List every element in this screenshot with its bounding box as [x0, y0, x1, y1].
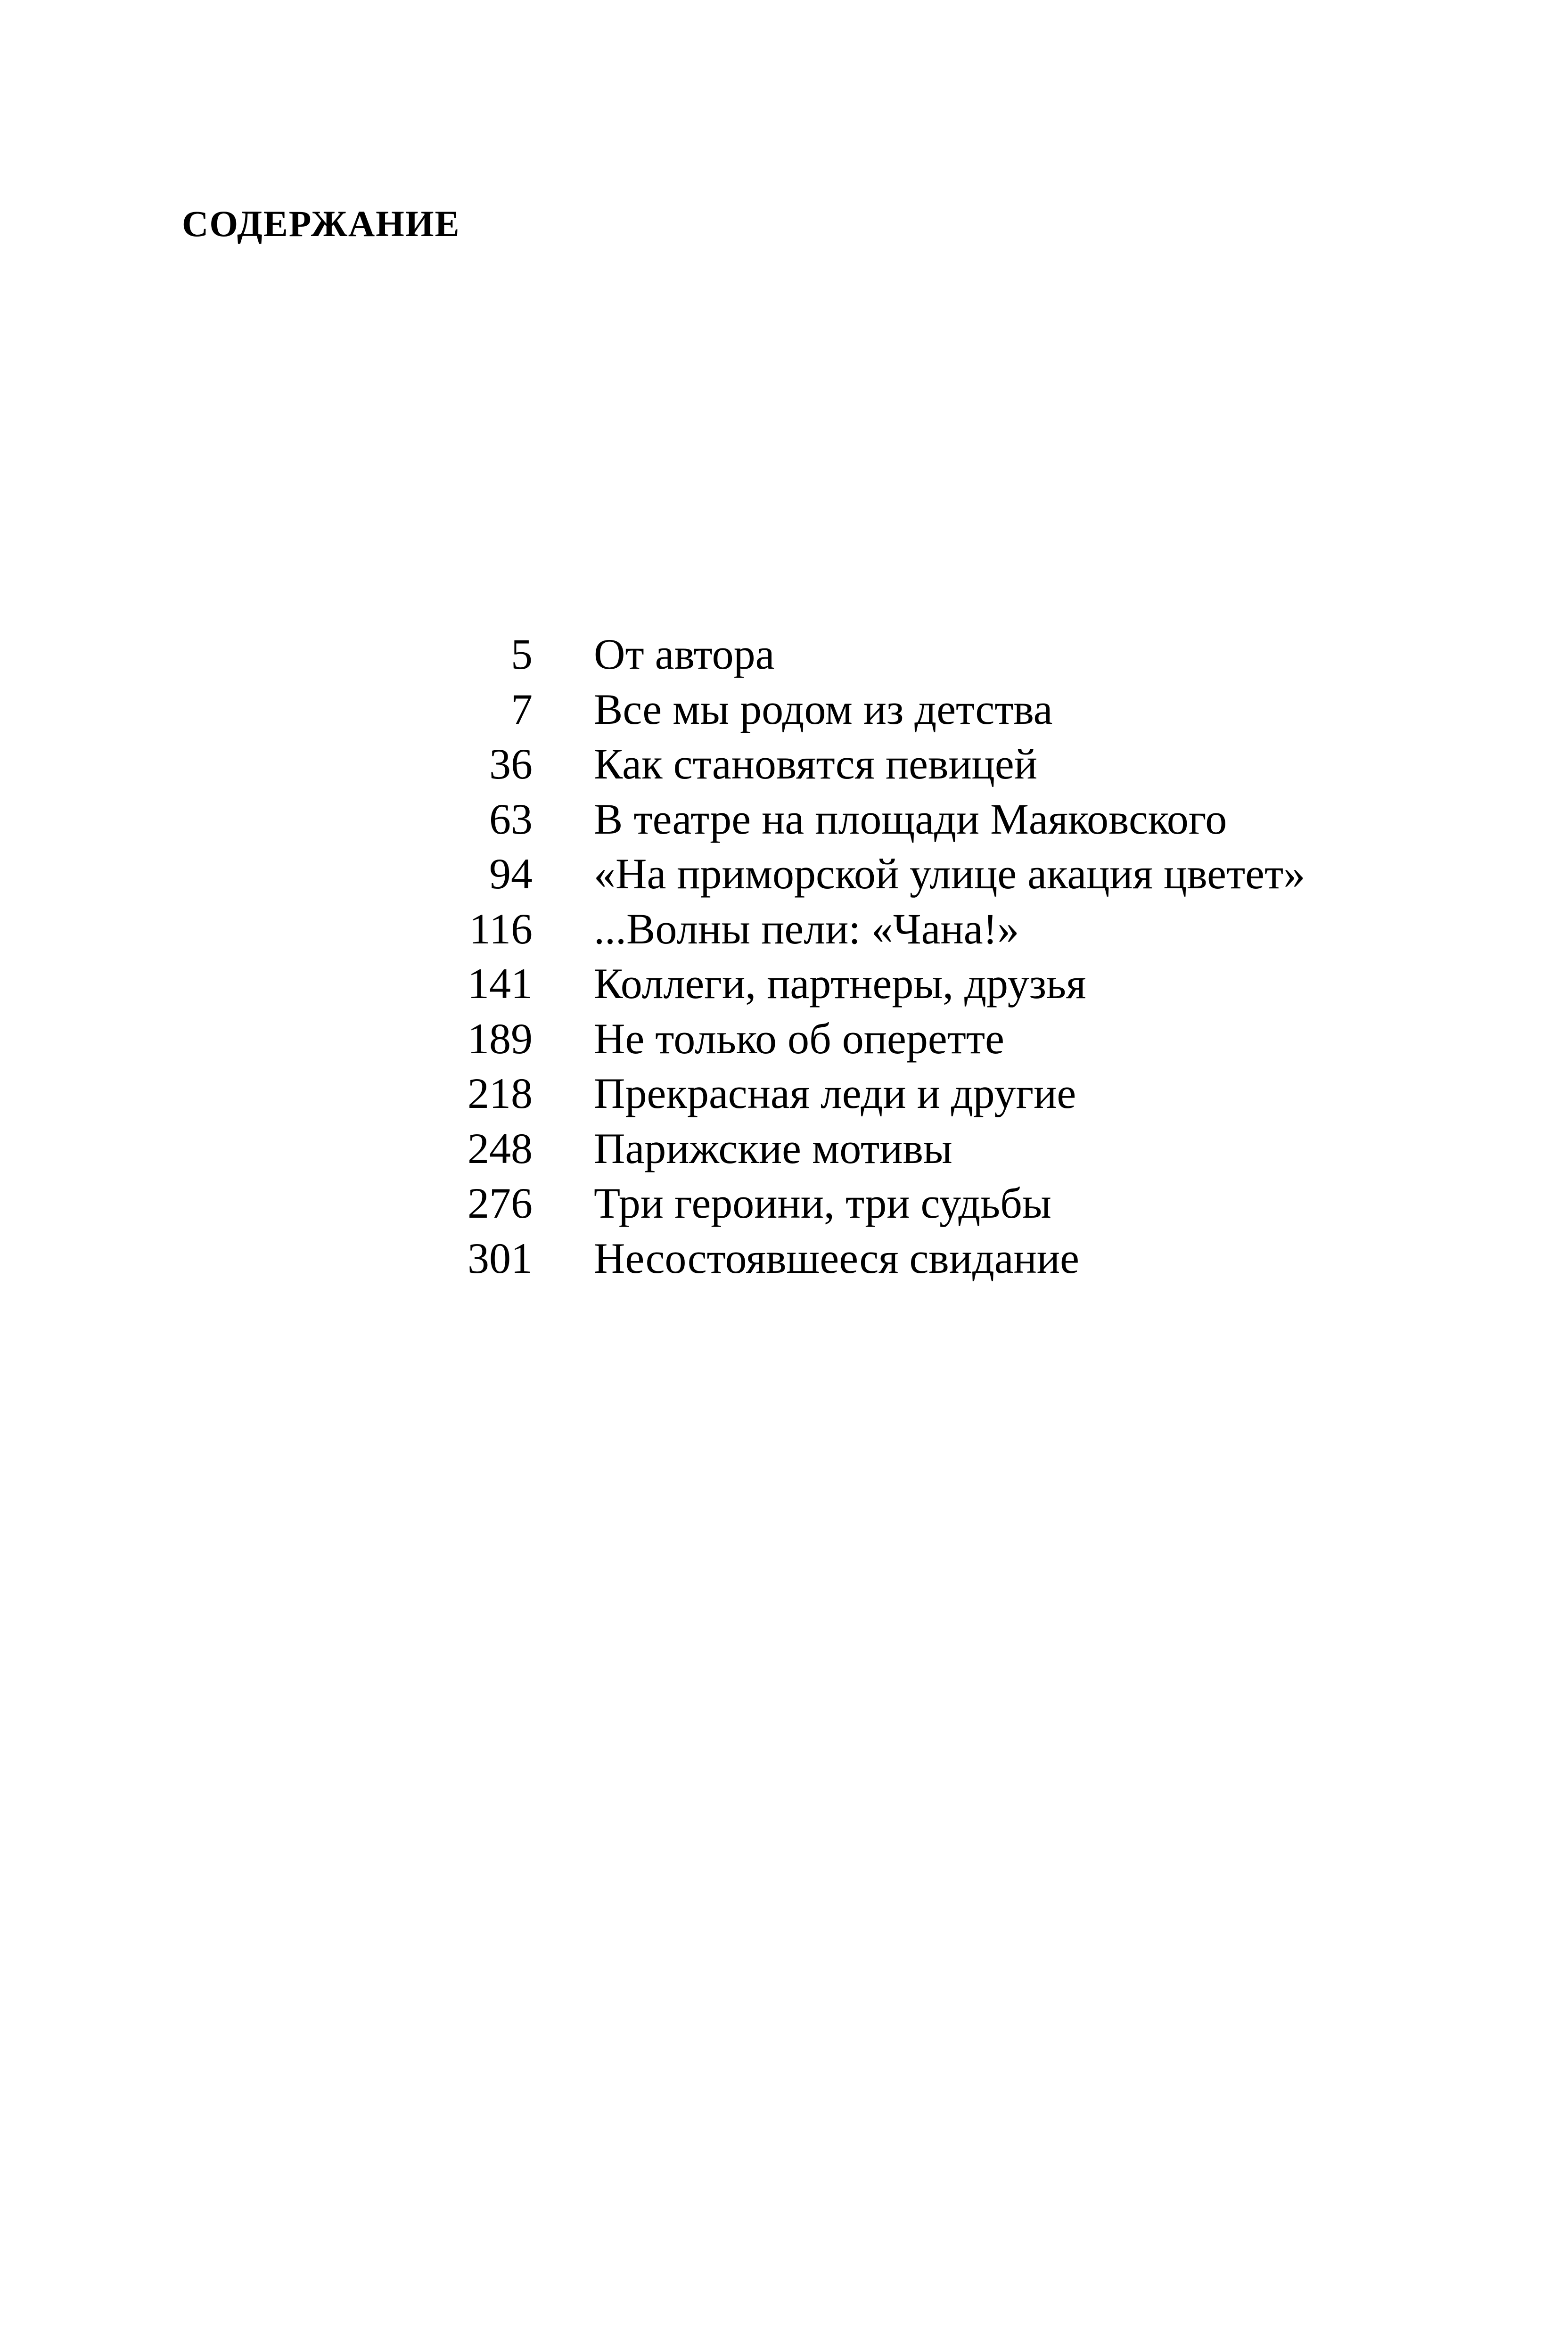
toc-entry: [452, 1176, 1305, 1231]
toc-chapter-title: В театре на площади Маяковского: [594, 795, 1227, 843]
toc-chapter-title: Парижские мотивы: [594, 1124, 952, 1172]
toc-entry: [452, 1066, 1305, 1121]
toc-page-number: 189: [468, 1014, 533, 1063]
toc-chapter-title: Три героини, три судьбы: [594, 1179, 1051, 1227]
toc-chapter-title: Как становятся певицей: [594, 740, 1037, 788]
toc-page-number: 218: [468, 1069, 533, 1117]
toc-entry: [452, 1121, 1305, 1176]
table-of-contents: [452, 627, 1305, 1286]
toc-chapter-title: От автора: [594, 630, 775, 678]
toc-page-number: 7: [511, 685, 533, 733]
toc-page-number: 5: [511, 630, 533, 678]
toc-chapter-title: «На приморской улице акация цветет»: [594, 850, 1305, 898]
toc-chapter-title: Не только об оперетте: [594, 1014, 1004, 1063]
toc-chapter-title: Все мы родом из детства: [594, 685, 1053, 733]
toc-entry: [452, 901, 1305, 957]
toc-entry: [452, 1011, 1305, 1066]
toc-entry: [452, 846, 1305, 901]
toc-chapter-title: Несостоявшееся свидание: [594, 1234, 1079, 1282]
page-title: СОДЕРЖАНИЕ: [182, 203, 460, 244]
toc-page-number: 276: [468, 1179, 533, 1227]
toc-chapter-title: Прекрасная леди и другие: [594, 1069, 1076, 1117]
toc-entry: [452, 682, 1305, 737]
toc-entry: [452, 1231, 1305, 1286]
toc-entry: [452, 627, 1305, 682]
toc-chapter-title: ...Волны пели: «Чана!»: [594, 904, 1019, 953]
toc-chapter-title: Коллеги, партнеры, друзья: [594, 959, 1086, 1008]
toc-page-number: 94: [489, 850, 533, 898]
toc-page-number: 63: [489, 795, 533, 843]
toc-page-number: 36: [489, 740, 533, 788]
toc-page-number: 141: [468, 959, 533, 1008]
toc-page-number: 301: [468, 1234, 533, 1282]
toc-page-number: 248: [468, 1124, 533, 1172]
toc-entry: [452, 792, 1305, 847]
toc-entry: [452, 737, 1305, 792]
toc-entry: [452, 956, 1305, 1011]
toc-page-number: 116: [469, 904, 533, 953]
